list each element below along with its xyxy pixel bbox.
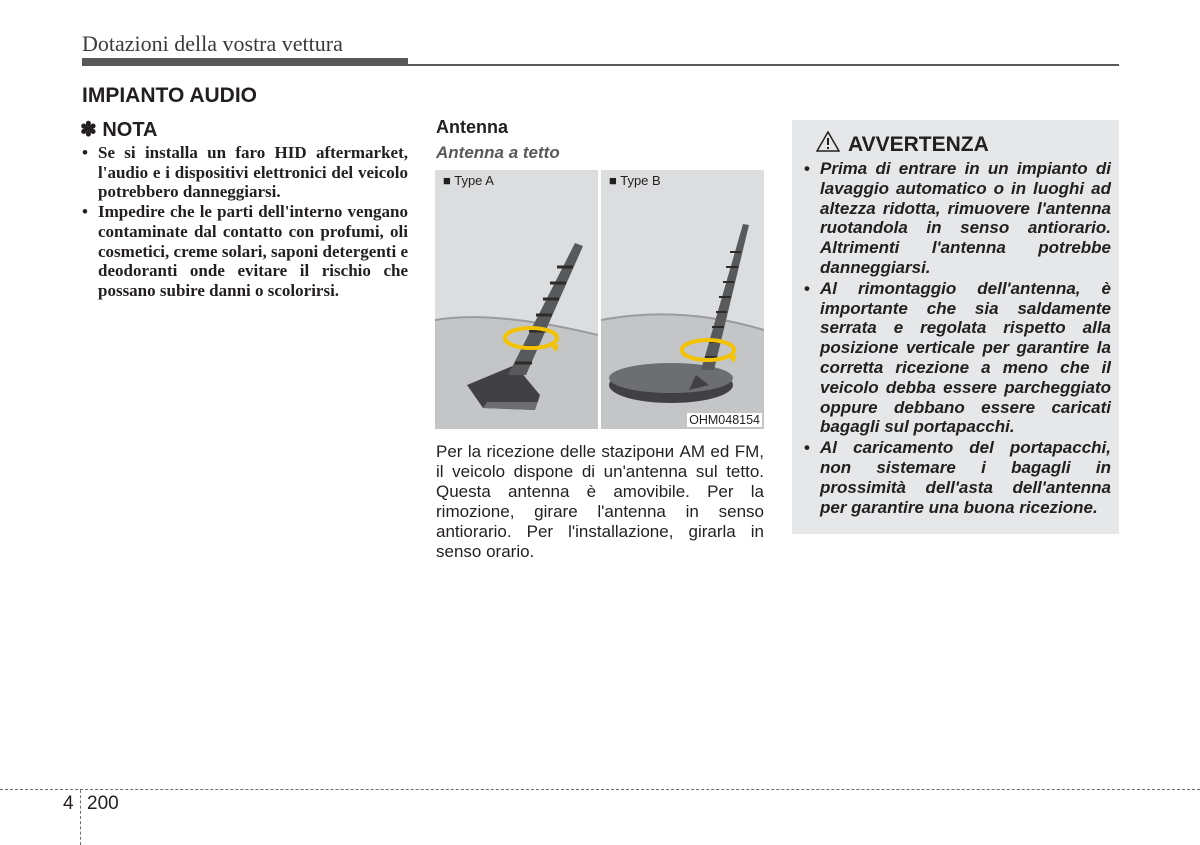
warning-box [792, 120, 1119, 534]
warning-heading-label: AVVERTENZA [848, 132, 989, 156]
warning-item: • Al caricamento del portapacchi, non sistemare i bagagli in prossimità dell'asta dell'antenna per garantire una buona ricezione. [802, 438, 1111, 517]
nota-heading: ✽ NOTA [80, 119, 158, 141]
warning-item: • Prima di entrare in un impianto di lavaggio automatico o in luoghi ad altezza ridotta, rimuovere l'antenna ruotandola in senso antiorario. Altrimenti l'antenna potrebbe danneggiarsi. [802, 159, 1111, 278]
page-number: 200 [87, 793, 119, 814]
warning-heading [816, 131, 989, 158]
type-a-panel [435, 170, 598, 429]
antenna-heading: Antenna [436, 117, 508, 137]
footer-divider [80, 790, 81, 845]
header-rule-thick [82, 58, 408, 66]
type-a-antenna-illustration [435, 170, 598, 429]
nota-list [80, 143, 408, 301]
footer-rule [0, 789, 1200, 790]
type-b-label: ■ Type B [609, 173, 661, 188]
warning-triangle-icon [816, 131, 840, 158]
running-header: Dotazioni della vostra vettura [82, 31, 343, 56]
warning-item: • Al rimontaggio dell'antenna, è importante che sia saldamente serrata e regolata rispetto alla posizione verticale per garantire la corretta ricezione a meno che il veicolo debba essere parcheggiato oppure debbano essere caricati bagagli sul portapacchi. [802, 279, 1111, 437]
header-rule-thin [408, 64, 1119, 66]
nota-item: • Se si installa un faro HID aftermarket, l'audio e i dispositivi elettronici del veicolo potrebbero danneggiarsi. [80, 143, 408, 202]
antenna-body-text: Per la ricezione delle stazipони AM ed FM, il veicolo dispone di un'antenna sul tetto. Questa antenna è amovibile. Per la rimozione, girare l'antenna in senso antiorario. Per l'installazione, girarla in senso orario. [436, 442, 764, 561]
section-title: IMPIANTO AUDIO [82, 84, 258, 107]
nota-item: • Impedire che le parti dell'interno vengano contaminate dal contatto con profumi, oli cosmetici, creme solari, saponi detergenti e deodoranti onde evitare il rischio che possano subire danni o scolorirsi. [80, 202, 408, 301]
chapter-number: 4 [63, 793, 74, 814]
antenna-figure [435, 170, 764, 429]
type-b-antenna-illustration [601, 170, 764, 429]
type-a-label: ■ Type A [443, 173, 494, 188]
antenna-subheading: Antenna a tetto [436, 143, 560, 162]
warning-list [802, 159, 1111, 518]
type-b-panel [601, 170, 764, 429]
figure-code: OHM048154 [689, 413, 760, 427]
